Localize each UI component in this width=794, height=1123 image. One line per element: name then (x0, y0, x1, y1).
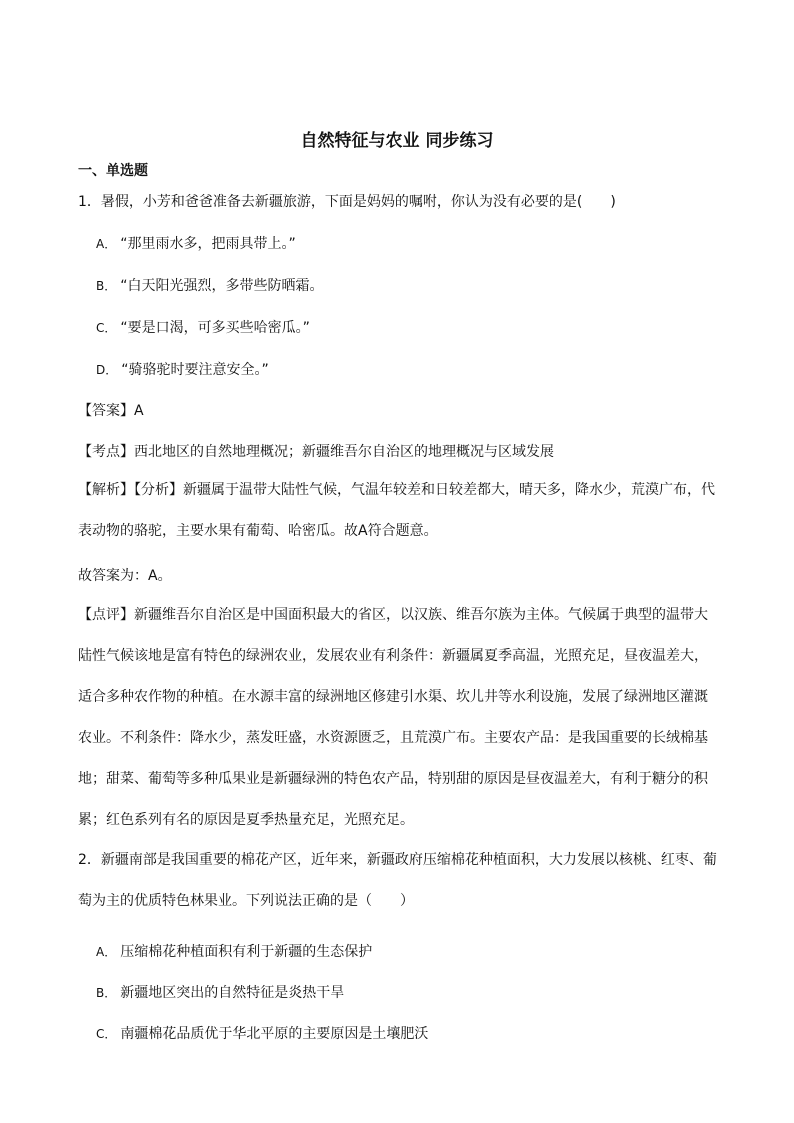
option-letter: A． (96, 945, 117, 959)
option-text: “白天阳光强烈，多带些防晒霜。 (120, 278, 324, 294)
kaodian-text: 西北地区的自然地理概况；新疆维吾尔自治区的地理概况与区域发展 (134, 444, 554, 460)
option-letter: B． (96, 986, 117, 1000)
q2-option-b[interactable] (96, 982, 344, 1002)
option-letter: A． (96, 237, 117, 251)
option-text: 南疆棉花品质优于华北平原的主要原因是土壤肥沃 (120, 1026, 429, 1042)
kaodian-line (78, 441, 554, 461)
kaodian-label: 【考点】 (78, 444, 134, 460)
option-letter: C． (96, 1027, 117, 1041)
section-heading: 一、单选题 (78, 163, 148, 179)
option-letter: D． (96, 363, 118, 377)
q1-option-c[interactable] (96, 317, 310, 337)
document-title: 自然特征与农业 同步练习 (300, 131, 494, 151)
dianping-paragraph (78, 595, 718, 841)
dianping-text: 新疆维吾尔自治区是中国面积最大的省区，以汉族、维吾尔族为主体。气候属于典型的温带大陆性气候该地是富有特色的绿洲农业，发展农业有利条件：新疆属夏季高温，光照充足，昼夜温差大，适合多种农作物的种植。在水源丰富的绿洲地区修建引水渠、坎儿井等水利设施，发展了绿洲地区灌溉农业。不利条件：降水少，蒸发旺盛，水资源匮乏，且荒漠广布。主要农产品：是我国重要的长绒棉基地；甜菜、葡萄等多种瓜果业是新疆绿洲的特色农产品，特别甜的原因是昼夜温差大，有利于糖分的积累；红色系列有名的原因是夏季热量充足，光照充足。 (78, 607, 708, 828)
option-text: “骑骆驼时要注意安全。” (121, 362, 269, 378)
jiexi-label: 【解析】 (78, 482, 134, 498)
question-1-stem: 1．暑假，小芳和爸爸准备去新疆旅游，下面是妈妈的嘱咐，你认为没有必要的是( ) (78, 194, 616, 210)
answer-label: 【答案】 (78, 403, 134, 419)
conclusion-line: 故答案为：A。 (78, 568, 172, 584)
option-letter: C． (96, 321, 117, 335)
q2-option-a[interactable] (96, 941, 372, 961)
option-text: 新疆地区突出的自然特征是炎热干旱 (120, 985, 345, 1001)
jiexi-paragraph (78, 470, 718, 552)
q2-option-c[interactable] (96, 1023, 428, 1043)
jiexi-text: 【分析】新疆属于温带大陆性气候，气温年较差和日较差都大，晴天多，降水少，荒漠广布，代表动物的骆驼，主要水果有葡萄、哈密瓜。故A符合题意。 (78, 482, 715, 539)
answer-line (78, 400, 144, 420)
q1-option-b[interactable] (96, 275, 324, 295)
option-text: “那里雨水多，把雨具带上。” (120, 236, 296, 252)
dianping-label: 【点评】 (78, 607, 134, 623)
option-letter: B． (96, 279, 117, 293)
q1-option-d[interactable] (96, 359, 269, 379)
q1-option-a[interactable] (96, 233, 296, 253)
question-2-stem: 2．新疆南部是我国重要的棉花产区，近年来，新疆政府压缩棉花种植面积，大力发展以核桃、红枣、葡萄为主的优质特色林果业。下列说法正确的是（ ） (78, 852, 717, 909)
option-text: “要是口渴，可多买些哈密瓜。” (120, 320, 310, 336)
answer-value: A (134, 403, 144, 419)
option-text: 压缩棉花种植面积有利于新疆的生态保护 (120, 944, 373, 960)
